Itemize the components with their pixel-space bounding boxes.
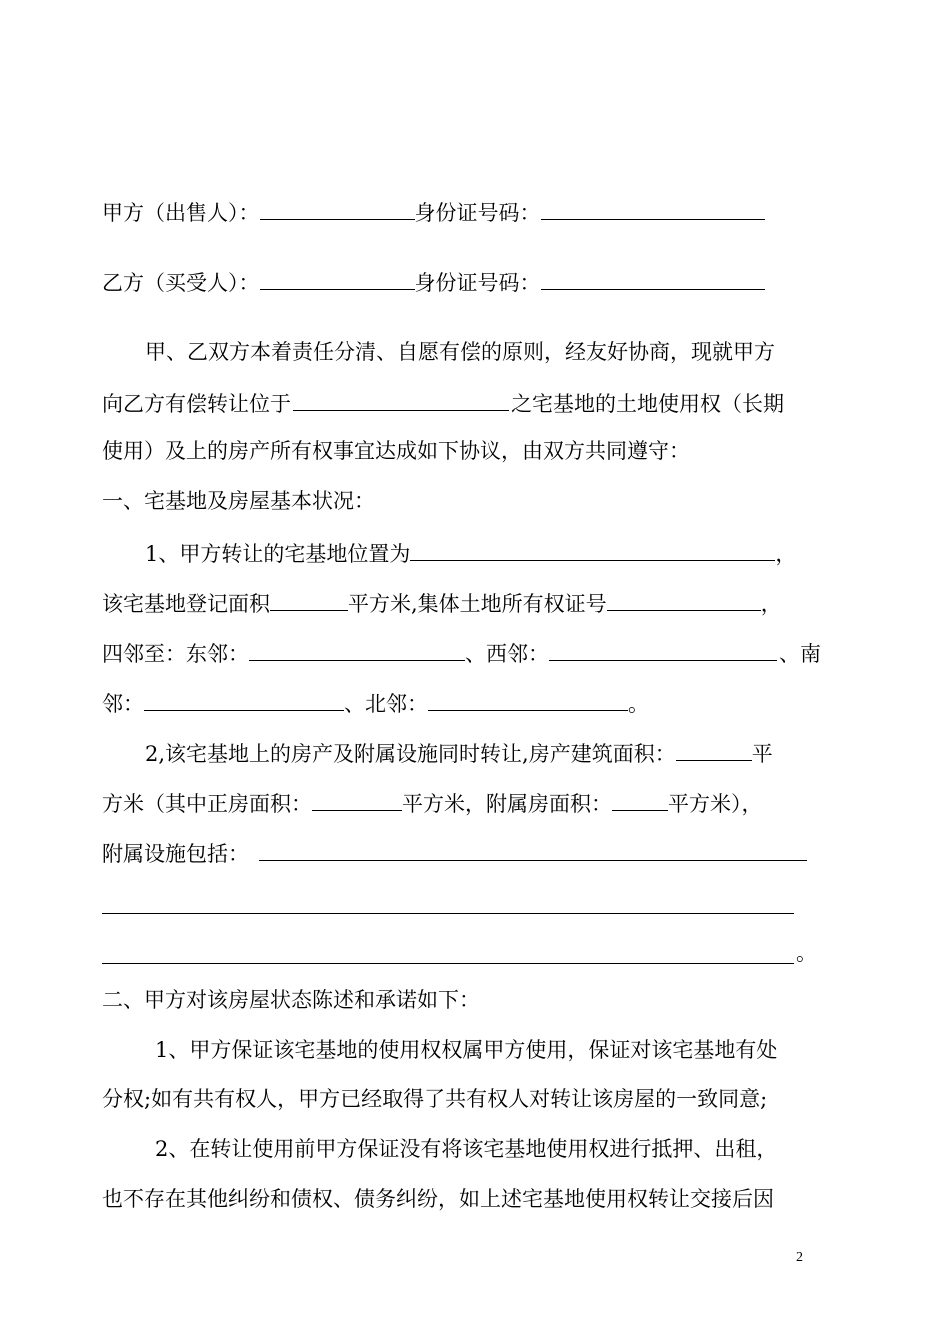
facilities-blank-3[interactable] xyxy=(102,963,794,964)
item-2-line-a xyxy=(145,736,773,769)
item-1-text-a: 1、甲方转让的宅基地位置为 xyxy=(145,542,411,566)
homestead-location-blank[interactable] xyxy=(410,536,775,561)
item-2-line-c xyxy=(102,836,807,869)
facilities-period: 。 xyxy=(796,941,817,965)
preamble-text-b: 之宅基地的土地使用权（长期 xyxy=(511,392,784,416)
party-a-line xyxy=(102,195,765,228)
south-label: 、南 xyxy=(779,642,821,666)
party-b-line xyxy=(102,265,765,298)
party-a-label: 甲方（出售人）： xyxy=(102,201,260,225)
item-1-line-b xyxy=(102,586,782,619)
page-number: 2 xyxy=(796,1250,803,1265)
north-blank[interactable] xyxy=(428,686,628,711)
building-area-label: 2,该宅基地上的房产及附属设施同时转让,房产建筑面积： xyxy=(145,742,676,766)
party-a-id-blank[interactable] xyxy=(541,195,765,220)
party-b-id-blank[interactable] xyxy=(541,265,765,290)
cert-label: 平方米,集体土地所有权证号 xyxy=(348,592,607,616)
east-label: 四邻至：东邻： xyxy=(102,642,249,666)
cert-number-blank[interactable] xyxy=(607,586,761,611)
party-b-label: 乙方（买受人）： xyxy=(102,271,260,295)
section-2-p2-line-1: 2、在转让使用前甲方保证没有将该宅基地使用权进行抵押、出租， xyxy=(155,1137,778,1161)
south-blank[interactable] xyxy=(144,686,344,711)
south-label-cont: 邻： xyxy=(102,692,144,716)
area-label: 该宅基地登记面积 xyxy=(102,592,270,616)
annex-unit: 平方米）， xyxy=(668,792,763,816)
east-blank[interactable] xyxy=(249,636,465,661)
annex-room-label: 平方米，附属房面积： xyxy=(402,792,612,816)
annex-room-area-blank[interactable] xyxy=(612,786,668,811)
party-a-name-blank[interactable] xyxy=(260,195,415,220)
item-1-line-a xyxy=(145,536,796,569)
preamble-line-2 xyxy=(102,386,784,419)
period: 。 xyxy=(628,692,649,716)
section-1-heading: 一、宅基地及房屋基本状况： xyxy=(102,489,375,513)
party-a-id-label: 身份证号码： xyxy=(414,201,541,225)
party-b-id-label: 身份证号码： xyxy=(414,271,541,295)
item-2-line-b xyxy=(102,786,763,819)
party-b-name-blank[interactable] xyxy=(260,265,415,290)
location-blank[interactable] xyxy=(293,386,509,411)
facilities-blank-2[interactable] xyxy=(102,913,794,914)
section-2-p2-line-2: 也不存在其他纠纷和债权、债务纠纷，如上述宅基地使用权转让交接后因 xyxy=(102,1187,774,1211)
main-room-label: 方米（其中正房面积： xyxy=(102,792,312,816)
section-2-heading: 二、甲方对该房屋状态陈述和承诺如下： xyxy=(102,988,480,1012)
item-1-line-d xyxy=(102,686,649,719)
building-area-blank[interactable] xyxy=(676,736,752,761)
main-room-area-blank[interactable] xyxy=(312,786,402,811)
section-2-p1-line-2: 分权;如有共有权人，甲方已经取得了共有权人对转让该房屋的一致同意; xyxy=(102,1087,768,1111)
preamble-line-3: 使用）及上的房产所有权事宜达成如下协议，由双方共同遵守： xyxy=(102,439,690,463)
facilities-blank-1[interactable] xyxy=(259,836,807,861)
comma: ， xyxy=(775,542,797,566)
comma: ， xyxy=(760,592,782,616)
preamble-text-a: 向乙方有偿转让位于 xyxy=(102,392,291,416)
west-blank[interactable] xyxy=(549,636,777,661)
area-blank[interactable] xyxy=(270,586,348,611)
item-1-line-c xyxy=(102,636,821,669)
west-label: 、西邻： xyxy=(465,642,549,666)
preamble-line-1: 甲、乙双方本着责任分清、自愿有偿的原则，经友好协商，现就甲方 xyxy=(145,340,775,364)
north-label: 、北邻： xyxy=(344,692,428,716)
unit-ping: 平 xyxy=(751,742,773,766)
section-2-p1-line-1: 1、甲方保证该宅基地的使用权权属甲方使用，保证对该宅基地有处 xyxy=(155,1038,778,1062)
facilities-label: 附属设施包括： xyxy=(102,842,249,866)
